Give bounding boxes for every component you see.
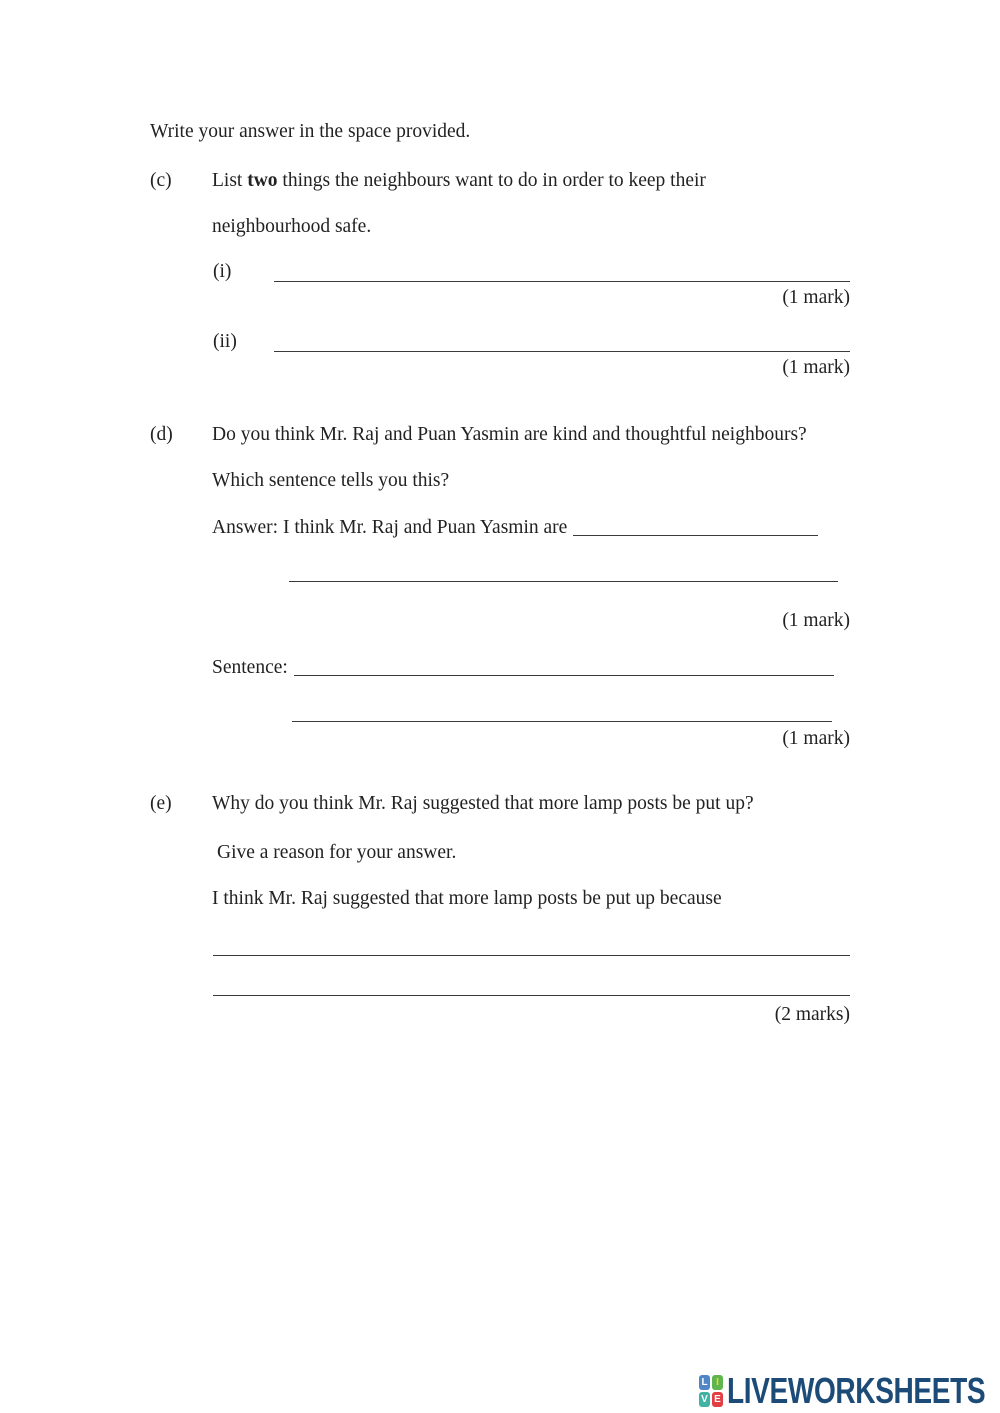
answer-blank-d-1[interactable] [573,535,818,536]
answer-prefix-d: Answer: I think Mr. Raj and Puan Yasmin are [212,517,568,538]
question-e-prompt-line1: Why do you think Mr. Raj suggested that more lamp posts be put up? [212,793,754,814]
mark-d-2: (1 mark) [782,728,850,749]
subitem-ii-label: (ii) [213,331,237,352]
answer-line-d-2[interactable] [289,581,838,582]
answer-line-d-1 [212,517,818,538]
logo-tile-i: I [712,1375,723,1390]
liveworksheets-logo [699,1372,1000,1409]
mark-e: (2 marks) [774,1004,850,1025]
answer-line-c-i[interactable] [274,281,850,282]
logo-tile-v: V [699,1392,710,1407]
sentence-blank-1[interactable] [294,675,834,676]
question-e-prompt-line2: Give a reason for your answer. [217,842,457,863]
mark-c-i: (1 mark) [782,287,850,308]
question-c-prompt-pre: List [212,170,248,191]
subitem-i-label: (i) [213,261,232,282]
question-c-prompt-post: things the neighbours want to do in order to keep their [277,170,706,191]
answer-line-c-ii[interactable] [274,351,850,352]
instruction-text: Write your answer in the space provided. [150,121,471,142]
question-c-prompt-line2: neighbourhood safe. [212,216,372,237]
answer-line-e-2[interactable] [213,995,850,996]
question-d-label: (d) [150,424,173,445]
logo-wordmark: LIVEWORKSHEETS [727,1370,986,1411]
logo-tile-grid [699,1375,723,1407]
answer-line-e-1[interactable] [213,955,850,956]
question-d-prompt-line2: Which sentence tells you this? [212,470,450,491]
mark-d-1: (1 mark) [782,610,850,631]
mark-c-ii: (1 mark) [782,357,850,378]
question-e-prompt-line3: I think Mr. Raj suggested that more lamp posts be put up because [212,888,722,909]
question-c-prompt-bold: two [247,170,278,191]
sentence-prefix: Sentence: [212,657,288,678]
logo-tile-e: E [712,1392,723,1407]
question-c-prompt-line1 [212,170,706,191]
question-d-prompt-line1: Do you think Mr. Raj and Puan Yasmin are kind and thoughtful neighbours? [212,424,807,445]
logo-tile-l: L [699,1375,710,1390]
question-c-label: (c) [150,170,172,191]
question-e-label: (e) [150,793,172,814]
sentence-line-1 [212,657,834,678]
sentence-line-2[interactable] [292,721,832,722]
